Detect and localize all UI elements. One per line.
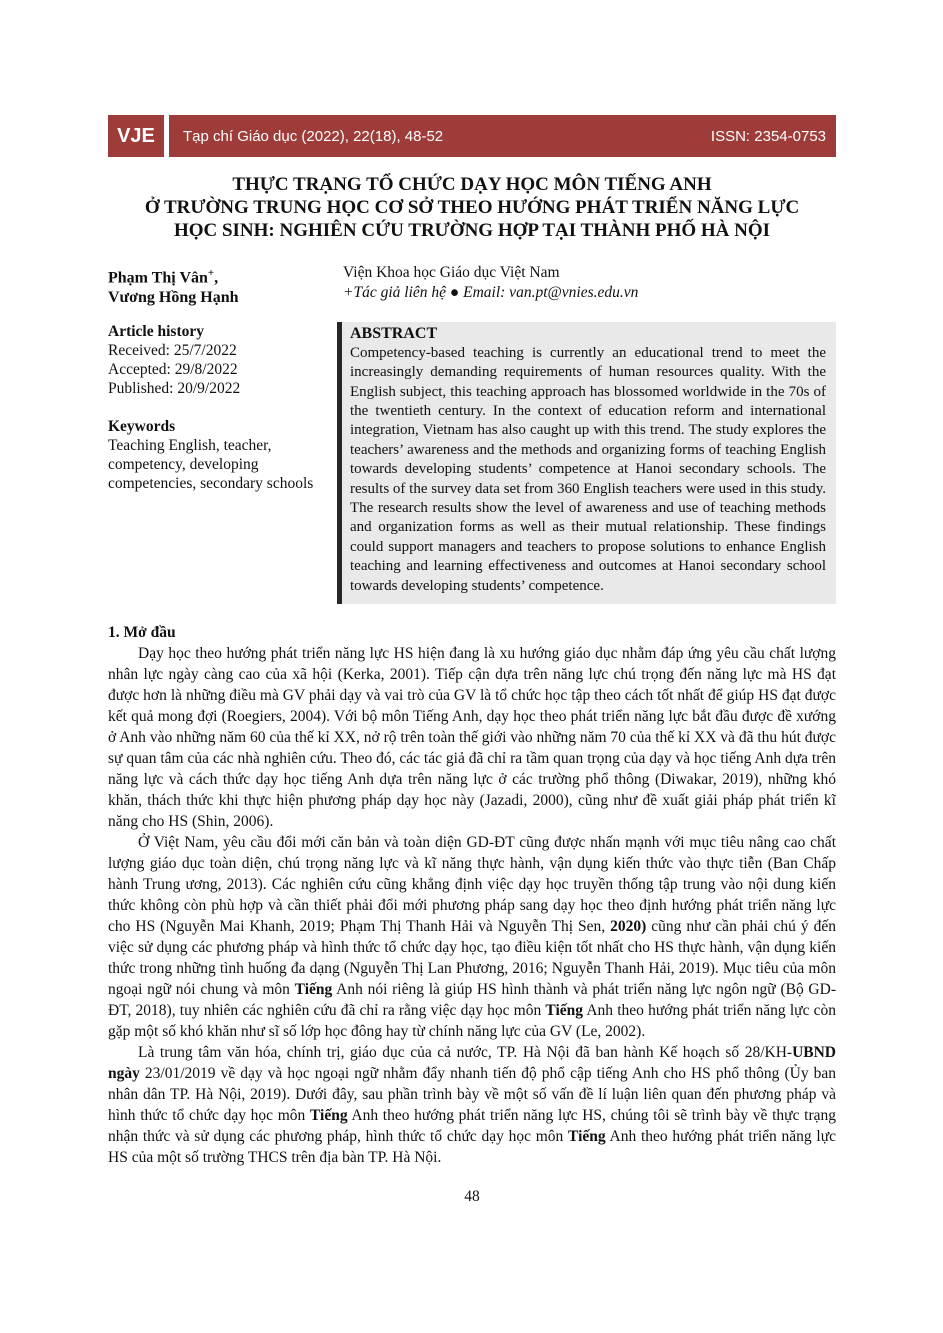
issn-label: ISSN: 2354-0753	[710, 127, 826, 145]
page-content	[108, 115, 836, 1206]
author-name: Phạm Thị Vân+,	[108, 267, 219, 287]
body-paragraph: Là trung tâm văn hóa, chính trị, giáo dục của cả nước, TP. Hà Nội đã ban hành Kế hoạch số 28/KH-UBND ngày 23/01/2019 về dạy và học ngoại ngữ nhằm đẩy nhanh tiến độ phổ cập tiếng Anh cho HS phổ thông (Ủy ban nhân dân TP. Hà Nội, 2019). Dưới đây, sau phần trình bày về một số vấn đề lí luận liên quan đến phương pháp và hình thức tổ chức dạy học môn Tiếng Anh theo hướng phát triển năng lực HS, chúng tôi sẽ trình bày về thực trạng nhận thức và sử dụng các phương pháp, hình thức tổ chức dạy học môn Tiếng Anh theo hướng phát triển năng lực HS của một số trường THCS trên địa bàn TP. Hà Nội.	[108, 1044, 836, 1167]
affiliation-institution: Viện Khoa học Giáo dục Việt Nam	[343, 264, 560, 281]
section-heading: 1. Mở đầu	[108, 624, 176, 642]
body-paragraph: Ở Việt Nam, yêu cầu đổi mới căn bản và toàn diện GD-ĐT cũng được nhấn mạnh với mục tiêu nâng cao chất lượng giáo dục toàn diện, chú trọng năng lực và kĩ năng thực hành, vận dụng kiến thức vào thực tiễn (Ban Chấp hành Trung ương, 2013). Các nghiên cứu cũng khẳng định việc dạy học truyền thống tập trung vào nội dung kiến thức không còn phù hợp và cần thiết phải đổi mới phương pháp sang dạy học theo định hướng phát triển năng lực cho HS (Nguyễn Mai Khanh, 2019; Phạm Thị Thanh Hải và Nguyễn Thị Sen, 2020) cũng như cần phải chú ý đến việc sử dụng các phương pháp và hình thức tổ chức dạy học, tạo điều kiện tốt nhất cho HS thực hành, vận dụng kiến thức trong những tình huống đa dạng (Nguyễn Thị Lan Phương, 2016; Nguyễn Thanh Hải, 2019). Mục tiêu của môn ngoại ngữ nói chung và môn Tiếng Anh nói riêng là giúp HS hình thành và phát triển năng lực ngôn ngữ (Bộ GD-ĐT, 2018), tuy nhiên các nghiên cứu đã chỉ ra rằng việc dạy học môn Tiếng Anh theo hướng phát triển năng lực còn gặp một số khó khăn như sĩ số lớp học đông hay từ chính năng lực của GV (Le, 2002).	[108, 834, 836, 1041]
keywords-text: Teaching English, teacher, competency, developing competencies, secondary schools	[108, 437, 314, 493]
article-history-label: Article history	[108, 323, 204, 341]
corresponding-author-line: +Tác giả liên hệ ● Email: van.pt@vnies.edu.vn	[343, 284, 639, 301]
article-history-item: Received: 25/7/2022	[108, 342, 237, 360]
keywords-block	[108, 417, 330, 493]
author-name: Vương Hồng Hạnh	[108, 289, 239, 307]
page-number: 48	[464, 1188, 480, 1206]
author-names	[108, 263, 343, 308]
body-paragraphs	[108, 643, 836, 1168]
authors-block	[108, 263, 836, 308]
meta-abstract-row	[108, 322, 836, 604]
affiliation-block	[343, 263, 836, 308]
journal-header-bar	[108, 115, 836, 157]
header-strip	[169, 115, 836, 157]
body-section	[108, 622, 836, 1168]
article-history-item: Published: 20/9/2022	[108, 380, 241, 398]
abstract-text: Competency-based teaching is currently an educational trend to meet the increasingly demanding requirements of human resources quality. With the English subject, this teaching approach has blossomed worldwide in the 70s of the twentieth century. In the context of education reform and international integration, Vietnam has also caught up with this trend. The study explores the teachers’ awareness and the methods and organizing forms of teaching English towards developing students’ competence at Hanoi secondary schools. The results of the survey data set from 360 English teachers were used in this study. The research results show the level of awareness and use of teaching methods and organization forms as well as their mutual relationship. These findings could support managers and teachers to propose solutions to enhance English teaching and learning effectiveness and outcomes at Hanoi secondary school towards developing students’ competence.	[350, 344, 827, 594]
article-history-item: Accepted: 29/8/2022	[108, 361, 238, 379]
journal-logo: VJE	[108, 115, 164, 157]
article-history-list	[108, 341, 330, 398]
title-line: HỌC SINH: NGHIÊN CỨU TRƯỜNG HỢP TẠI THÀNH PHỐ HÀ NỘI	[173, 220, 771, 241]
article-meta-column	[108, 322, 337, 604]
article-title	[108, 173, 836, 242]
abstract-label: ABSTRACT	[350, 325, 438, 343]
abstract-box	[337, 322, 836, 604]
title-line: THỰC TRẠNG TỔ CHỨC DẠY HỌC MÔN TIẾNG ANH	[232, 174, 712, 195]
title-line: Ở TRƯỜNG TRUNG HỌC CƠ SỞ THEO HƯỚNG PHÁT TRIỂN NĂNG LỰC	[144, 197, 800, 218]
keywords-label: Keywords	[108, 418, 176, 436]
journal-citation: Tạp chí Giáo dục (2022), 22(18), 48-52	[183, 127, 444, 145]
body-paragraph: Dạy học theo hướng phát triển năng lực HS hiện đang là xu hướng giáo dục nhằm đáp ứng yêu cầu chất lượng nhân lực ngày càng cao của xã hội (Kerka, 2001). Tiếp cận dựa trên năng lực chú trọng đến năng lực mà HS đạt được hơn là những điều mà GV phải dạy và vai trò của GV là tổ chức học tập theo cách tốt nhất để giúp HS đạt được kết quả mong đợi (Roegiers, 2004). Với bộ môn Tiếng Anh, dạy học theo phát triển năng lực bắt đầu được đề xướng ở Anh vào những năm 60 của thế kỉ XX, nở rộ trên toàn thế giới vào những năm 70 của thế kỉ XX và đã thu hút được sự quan tâm của các nhà nghiên cứu. Theo đó, các tác giả đã chỉ ra tầm quan trọng của dạy và học tiếng Anh dựa trên năng lực và cách thức dạy học tiếng Anh dựa trên năng lực ở các trường phổ thông (Diwakar, 2019), những khó khăn, thách thức khi thực hiện phương pháp dạy học này (Jazadi, 2000), cũng như đề xuất giải pháp phát triển kĩ năng cho HS (Shin, 2006).	[108, 645, 836, 831]
